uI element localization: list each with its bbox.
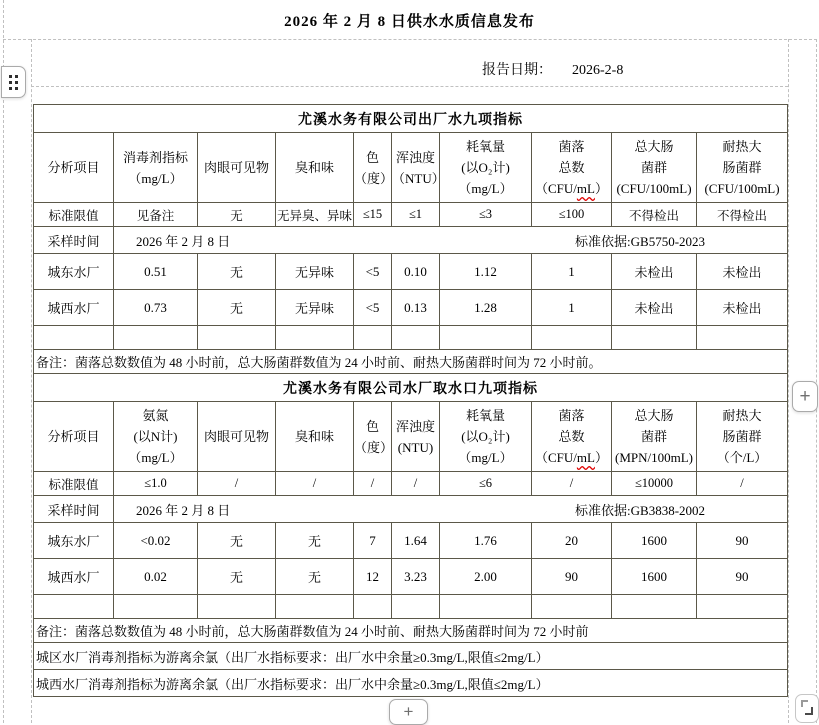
header-text: （CFU/ (535, 450, 577, 465)
limit-value-cell: ≤1 (392, 203, 440, 227)
value-cell: 0.02 (114, 559, 198, 595)
column-header-cell (276, 402, 354, 472)
header-line: 总数 (558, 429, 585, 444)
header-line: (NTU) (397, 439, 434, 455)
header-line: （mg/L） (128, 170, 183, 186)
empty-cell (114, 595, 198, 619)
header-line: (以N计) (133, 429, 178, 444)
limit-value-cell: / (198, 472, 276, 496)
empty-cell (276, 326, 354, 350)
water-quality-table-1 (33, 104, 788, 374)
limit-value-cell: 不得检出 (697, 203, 788, 227)
value-cell: 90 (697, 523, 788, 559)
value-cell: 0.73 (114, 290, 198, 326)
spellcheck-underlined-text: mL (576, 181, 595, 196)
column-header-cell (198, 402, 276, 472)
empty-cell (198, 595, 276, 619)
water-quality-table-2 (33, 373, 788, 697)
column-header-cell (114, 402, 198, 472)
header-line: 浑浊度 (395, 149, 435, 165)
header-line: 臭和味 (294, 160, 334, 175)
value-cell: 3.23 (392, 559, 440, 595)
row-label-cell: 采样时间 (34, 227, 114, 254)
header-line: 菌落 (558, 408, 585, 423)
header-line: 分析项目 (47, 429, 100, 444)
row-label-cell: 标准限值 (34, 203, 114, 227)
add-column-button[interactable]: + (792, 381, 818, 412)
limit-value-cell: ≤1.0 (114, 472, 198, 496)
row-label-cell: 城西水厂 (34, 290, 114, 326)
grip-dots-icon (9, 75, 18, 90)
empty-cell (532, 326, 612, 350)
value-cell: 90 (532, 559, 612, 595)
limit-value-cell: ≤15 (354, 203, 392, 227)
limit-value-cell: ≤6 (440, 472, 532, 496)
limit-value-cell: ≤10000 (612, 472, 697, 496)
sampling-info-cell (114, 227, 788, 254)
header-line: 总大肠 (634, 408, 674, 423)
header-line: 色 (365, 149, 379, 165)
header-line: 浑浊度 (395, 418, 435, 434)
header-line: 总数 (558, 160, 585, 175)
header-line: (以O₂计) (461, 160, 510, 175)
limit-value-cell: 见备注 (114, 203, 198, 227)
header-line: 氨氮 (142, 408, 169, 423)
header-line: 肉眼可见物 (203, 160, 269, 175)
limit-value-cell: 不得检出 (612, 203, 697, 227)
header-line: 菌落 (558, 139, 585, 154)
limit-value-cell: ≤100 (532, 203, 612, 227)
value-cell: <0.02 (114, 523, 198, 559)
empty-cell (276, 595, 354, 619)
guide-line-inner-left (31, 39, 32, 723)
column-header-cell (532, 402, 612, 472)
empty-cell (198, 326, 276, 350)
header-line: 分析项目 (47, 160, 100, 175)
header-line: 消毒剂指标 (122, 149, 188, 165)
header-text: ） (594, 450, 608, 465)
column-header-cell (276, 133, 354, 203)
guide-line-title-bottom (3, 39, 817, 40)
header-line: 耗氧量 (465, 408, 505, 423)
value-cell: 无 (198, 559, 276, 595)
note-cell: 备注：菌落总数数值为 48 小时前，总大肠菌群数值为 24 小时前、耐热大肠菌群时间为 72 小时前 (34, 619, 788, 643)
row-label-cell: 城东水厂 (34, 254, 114, 290)
report-date-value: 2026-2-8 (572, 63, 624, 78)
value-cell: 1 (532, 290, 612, 326)
value-cell: 1.64 (392, 523, 440, 559)
resize-corner-icon (801, 700, 808, 707)
value-cell: 90 (697, 559, 788, 595)
document-tables (33, 104, 787, 697)
value-cell: 1600 (612, 559, 697, 595)
header-line: （NTU） (392, 170, 445, 186)
value-cell: 无 (276, 523, 354, 559)
guide-line-report-bottom (31, 86, 788, 87)
empty-cell (697, 326, 788, 350)
row-label-cell: 采样时间 (34, 496, 114, 523)
value-cell: 无异味 (276, 290, 354, 326)
header-line (532, 178, 611, 199)
header-line: （度） (354, 439, 394, 455)
sampling-date: 2026 年 2 月 8 日 (136, 233, 231, 249)
header-line: 耐热大 (722, 408, 762, 423)
note-cell: 备注：菌落总数数值为 48 小时前，总大肠菌群数值为 24 小时前、耐热大肠菌群时间为 72 小时前。 (34, 350, 788, 374)
header-line: (CFU/100mL) (616, 181, 692, 196)
empty-cell (612, 595, 697, 619)
value-cell: 未检出 (697, 290, 788, 326)
header-line: （mg/L） (128, 450, 183, 465)
report-date-label: 报告日期： (482, 63, 552, 78)
column-header-cell (612, 402, 697, 472)
empty-cell (34, 595, 114, 619)
empty-cell (440, 595, 532, 619)
value-cell: 1.28 (440, 290, 532, 326)
limit-value-cell: / (392, 472, 440, 496)
limit-value-cell: / (697, 472, 788, 496)
footer-note-cell: 城区水厂消毒剂指标为游离余氯（出厂水指标要求：出厂水中余量≥0.3mg/L,限值≤2mg/L） (34, 643, 788, 670)
value-cell: 未检出 (612, 254, 697, 290)
header-line: (MPN/100mL) (615, 450, 693, 465)
value-cell: 未检出 (612, 290, 697, 326)
empty-cell (392, 326, 440, 350)
empty-cell (114, 326, 198, 350)
empty-cell (354, 595, 392, 619)
header-line: 总大肠 (634, 139, 674, 154)
limit-value-cell: / (276, 472, 354, 496)
empty-cell (532, 595, 612, 619)
value-cell: 20 (532, 523, 612, 559)
page-title: 2026 年 2 月 8 日供水水质信息发布 (284, 14, 535, 30)
limit-value-cell: / (354, 472, 392, 496)
value-cell: <5 (354, 290, 392, 326)
value-cell: 0.51 (114, 254, 198, 290)
value-cell: 未检出 (697, 254, 788, 290)
column-header-cell (440, 133, 532, 203)
column-header-cell (392, 133, 445, 203)
table-title-cell: 尤溪水务有限公司水厂取水口九项指标 (34, 374, 788, 402)
column-header-cell (354, 402, 392, 472)
guide-line-left (3, 0, 4, 723)
limit-value-cell: 无异臭、异味 (276, 203, 354, 227)
column-header-cell (440, 402, 532, 472)
header-line: (CFU/100mL) (704, 181, 780, 196)
guide-line-inner-right (788, 39, 789, 723)
column-header-cell (354, 133, 392, 203)
sampling-info (114, 500, 787, 519)
value-cell: 7 (354, 523, 392, 559)
table-resize-handle[interactable] (795, 694, 819, 723)
limit-value-cell: ≤3 (440, 203, 532, 227)
column-header-cell (697, 133, 788, 203)
limit-value-cell: / (532, 472, 612, 496)
header-line: 肠菌群 (722, 160, 762, 175)
value-cell: 无 (198, 523, 276, 559)
column-header-cell (532, 133, 612, 203)
row-label-cell: 城东水厂 (34, 523, 114, 559)
column-header-cell (612, 133, 697, 203)
add-row-button[interactable]: + (389, 699, 428, 725)
report-date-row (482, 59, 623, 79)
header-line: 肉眼可见物 (203, 429, 269, 444)
value-cell: 1.76 (440, 523, 532, 559)
column-header-cell (392, 402, 440, 472)
header-text: （CFU/ (535, 181, 577, 196)
empty-cell (697, 595, 788, 619)
value-cell: 无 (276, 559, 354, 595)
sampling-info-cell (114, 496, 788, 523)
header-line: 肠菌群 (722, 429, 762, 444)
spellcheck-underlined-text: mL (576, 450, 595, 465)
table-drag-handle[interactable] (1, 66, 26, 98)
empty-cell (354, 326, 392, 350)
header-line: 耗氧量 (465, 139, 505, 154)
header-line: (以O₂计) (461, 429, 510, 444)
table-title-cell: 尤溪水务有限公司出厂水九项指标 (34, 105, 788, 133)
header-line: 臭和味 (294, 429, 334, 444)
header-line: （mg/L） (458, 181, 513, 196)
value-cell: 12 (354, 559, 392, 595)
empty-cell (440, 326, 532, 350)
column-header-cell (34, 133, 114, 203)
column-header-cell (34, 402, 114, 472)
value-cell: 0.13 (392, 290, 440, 326)
value-cell: 1600 (612, 523, 697, 559)
sampling-info (114, 231, 787, 250)
value-cell: <5 (354, 254, 392, 290)
header-line: 菌群 (640, 429, 667, 444)
empty-cell (392, 595, 440, 619)
header-line: 耐热大 (722, 139, 762, 154)
header-text: ） (594, 181, 608, 196)
header-line: 色 (365, 418, 379, 434)
column-header-cell (697, 402, 788, 472)
header-line (532, 447, 611, 468)
value-cell: 1.12 (440, 254, 532, 290)
empty-cell (34, 326, 114, 350)
row-label-cell: 城西水厂 (34, 559, 114, 595)
sampling-date: 2026 年 2 月 8 日 (136, 502, 231, 518)
header-line: （mg/L） (458, 450, 513, 465)
resize-corner-icon (805, 707, 813, 715)
guide-line-right (816, 39, 817, 723)
value-cell: 0.10 (392, 254, 440, 290)
value-cell: 无 (198, 254, 276, 290)
standard-basis: 标准依据:GB3838-2002 (575, 502, 706, 518)
column-header-cell (198, 133, 276, 203)
header-line: （个/L） (716, 450, 768, 465)
limit-value-cell: 无 (198, 203, 276, 227)
value-cell: 无异味 (276, 254, 354, 290)
standard-basis: 标准依据:GB5750-2023 (575, 233, 706, 249)
header-line: （度） (354, 170, 394, 186)
value-cell: 1 (532, 254, 612, 290)
value-cell: 2.00 (440, 559, 532, 595)
row-label-cell: 标准限值 (34, 472, 114, 496)
footer-note-cell: 城西水厂消毒剂指标为游离余氯（出厂水指标要求：出厂水中余量≥0.3mg/L,限值≤2mg/L） (34, 670, 788, 697)
value-cell: 无 (198, 290, 276, 326)
column-header-cell (114, 133, 198, 203)
header-line: 菌群 (640, 160, 667, 175)
empty-cell (612, 326, 697, 350)
